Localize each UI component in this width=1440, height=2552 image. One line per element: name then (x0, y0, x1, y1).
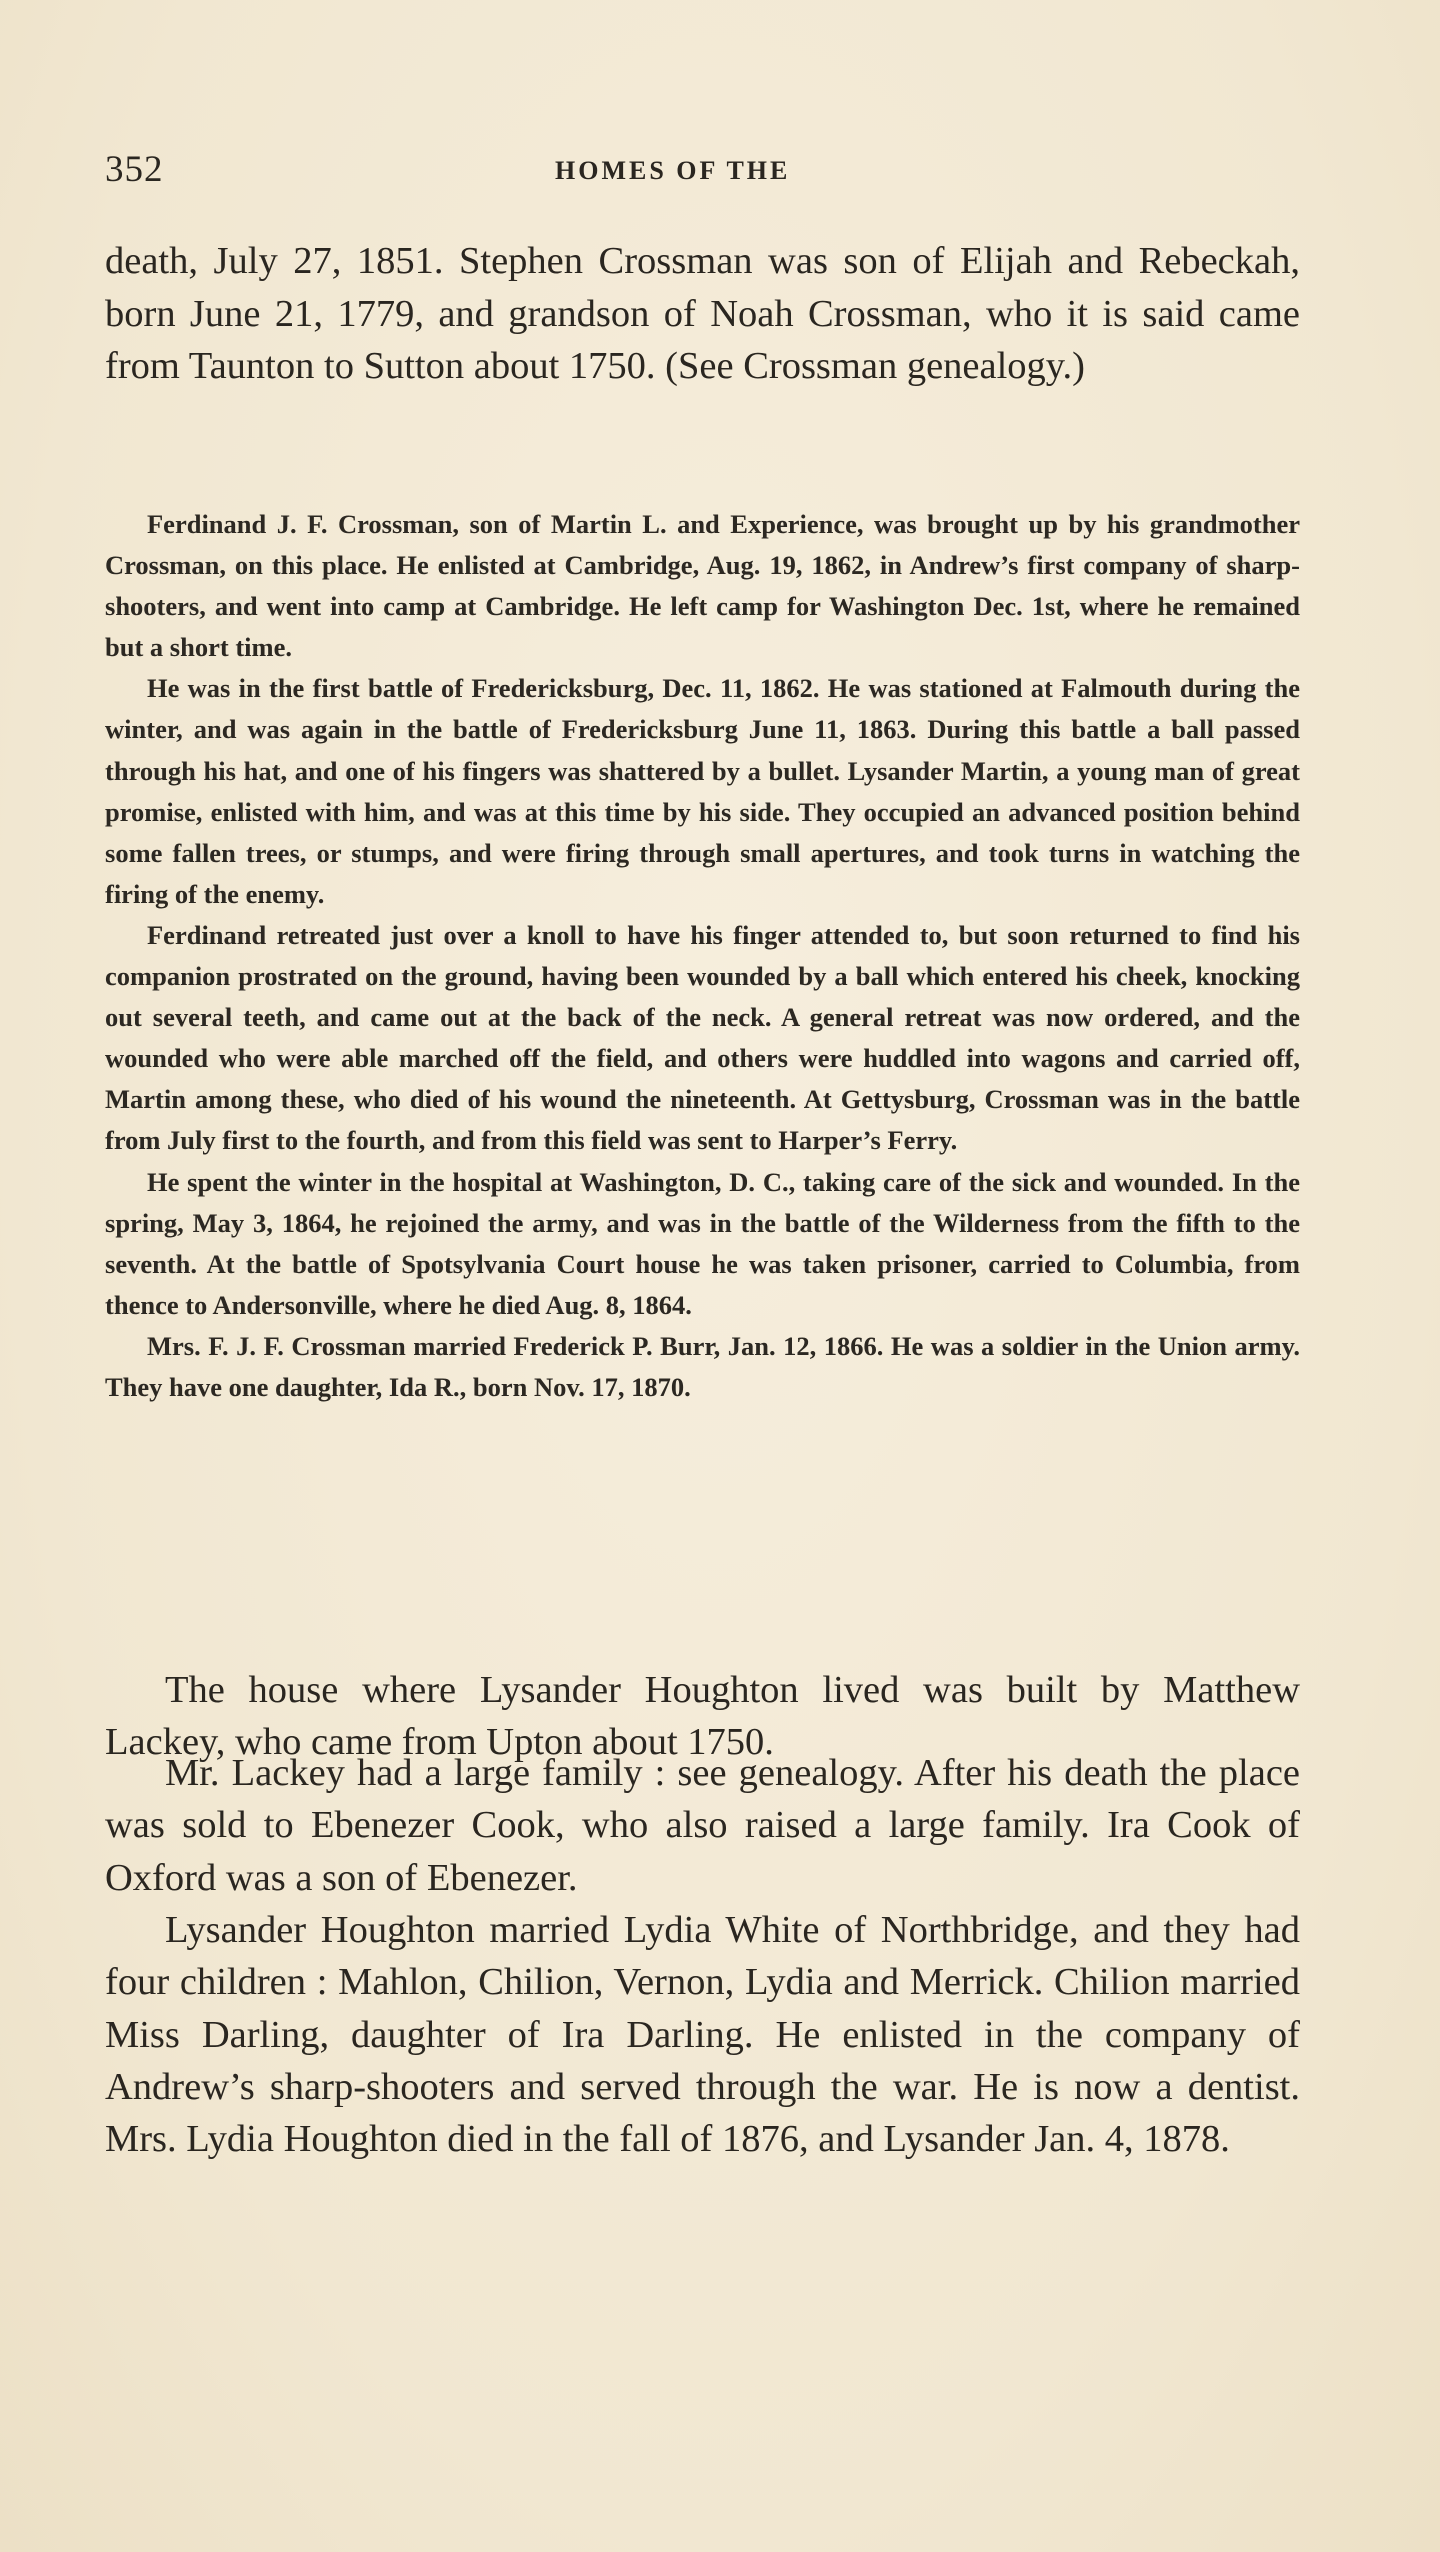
page-number: 352 (105, 149, 164, 190)
ferdinand-crossman-account (105, 504, 1300, 1408)
paragraph-lackey-house: The house where Lysander Houghton lived was built by Matthew Lackey, who came from Upton about 1750. (105, 1669, 1300, 1764)
paragraph-lackey-family: Mr. Lackey had a large family : see genealogy. After his death the place was sold to Ebenezer Cook, who also raised a large family. Ira Cook of Oxford was a son of Ebenezer. (105, 1752, 1300, 1899)
page-header (105, 148, 1305, 198)
small-paragraph-andersonville: He spent the winter in the hospital at Washington, D. C., taking care of the sick and wounded. In the spring, May 3, 1864, he rejoined the army, and was in the battle of the Wilderness from the fifth to the seventh. At the battle of Spotsylvania Court house he was taken prisoner, carried to Columbia, from thence to Andersonville, where he died Aug. 8, 1864. (105, 1166, 1300, 1320)
small-paragraph-burr-marriage: Mrs. F. J. F. Crossman married Frederick P. Burr, Jan. 12, 1866. He was a soldier in the Union army. They have one daughter, Ida R., born Nov. 17, 1870. (105, 1330, 1300, 1402)
small-paragraph-enlistment: Ferdinand J. F. Crossman, son of Martin L. and Experience, was brought up by his grandmother Crossman, on this place. He enlisted at Cambridge, Aug. 19, 1862, in Andrew’s first company of sharp-shooters, and went into camp at Cambridge. He left camp for Washington Dec. 1st, where he remained but a short time. (105, 509, 1300, 663)
small-paragraph-retreat: Ferdinand retreated just over a knoll to have his finger attended to, but soon returned to find his companion prostrated on the ground, having been wounded by a ball which entered his cheek, knocking out several teeth, and came out at the back of the neck. A general retreat was now ordered, and the wounded who were able marched off the field, and others were huddled into wagons and carried off, Martin among these, who died of his wound the nineteenth. At Gettysburg, Crossman was in the battle from July first to the fourth, and from this field was sent to Harper’s Ferry. (105, 919, 1300, 1156)
paragraph-houghton-family: Lysander Houghton married Lydia White of Northbridge, and they had four children : Mahlon, Chilion, Vernon, Lydia and Merrick. Chilion married Miss Darling, daughter of Ira Darling. He enlisted in the company of Andrew’s sharp-shooters and served through the war. He is now a dentist. Mrs. Lydia Houghton died in the fall of 1876, and Lysander Jan. 4, 1878. (105, 1909, 1300, 2161)
small-paragraph-fredericksburg: He was in the first battle of Fredericksburg, Dec. 11, 1862. He was stationed at Falmouth during the winter, and was again in the battle of Fredericksburg June 11, 1863. During this battle a ball passed through his hat, and one of his fingers was shattered by a bullet. Lysander Martin, a young man of great promise, enlisted with him, and was at this time by his side. They occupied an advanced position behind some fallen trees, or stumps, and were firing through small apertures, and took turns in watching the firing of the enemy. (105, 673, 1300, 909)
paragraph-crossman-lineage: death, July 27, 1851. Stephen Crossman was son of Elijah and Rebeckah, born June 21, 1779, and grandson of Noah Crossman, who it is said came from Taunton to Sutton about 1750. (See Crossman genealogy.) (105, 240, 1300, 387)
running-head: HOMES OF THE (555, 156, 791, 185)
